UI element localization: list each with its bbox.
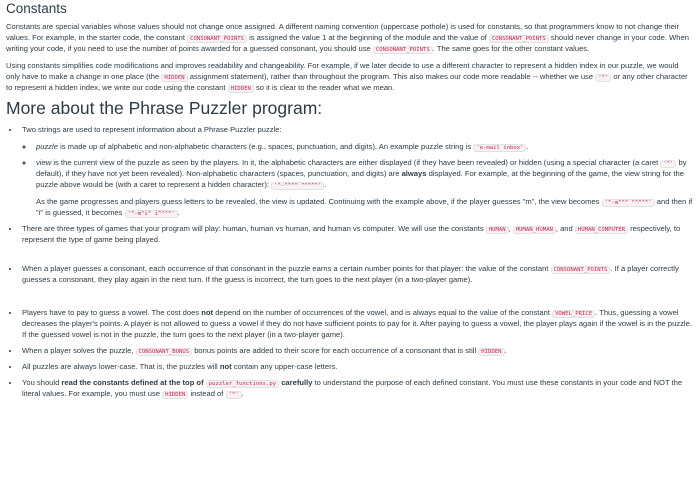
text: All puzzles are always lower-case. That is, the puzzles will	[22, 362, 220, 371]
code-caret: '^'	[226, 391, 242, 399]
constants-paragraph-2	[6, 60, 694, 93]
code-caret: '^'	[660, 160, 676, 168]
code-filename: puzzler_functions.py	[206, 380, 279, 388]
text: When a player solves the puzzle,	[22, 346, 136, 355]
code-vowel-price: VOWEL_PRICE	[552, 310, 595, 318]
code-human: HUMAN	[486, 226, 509, 234]
code-consonant-points: CONSONANT_POINTS	[187, 35, 247, 43]
constants-paragraph-1	[6, 21, 694, 54]
list-item-vowel	[20, 307, 694, 340]
text: ,	[508, 224, 513, 233]
text: , and	[555, 224, 575, 233]
code-view-m: '^-m^^^ ^^^^^'	[602, 199, 655, 207]
text: displayed. For example, at the beginning of the game, the view string for the puzzle above would be (with a caret to represent a hidden character):	[36, 169, 684, 189]
text: .	[324, 180, 327, 189]
text: Using constants simplifies code modifications and improves readability and changeability. For example, if we later decide to use a different character to represent a hidden index in our puzzle, we would only have to make a change in one place (the	[6, 61, 679, 81]
sublist-item-view	[34, 157, 694, 218]
code-hidden: HIDDEN	[162, 391, 188, 399]
text: respectively, to represent the type of game being played.	[22, 224, 681, 244]
text: contain any upper-case letters.	[231, 362, 338, 371]
text: When a player guesses a consonant, each occurrence of that consonant in the puzzle earns a certain number points for that player: the value of the constant	[22, 264, 551, 273]
bold-not: not	[219, 362, 232, 371]
text: bonus points are added to their score for each occurrence of a consonant that is still	[192, 346, 479, 355]
code-consonant-points: CONSONANT_POINTS	[373, 46, 433, 54]
list-item-game-types	[20, 223, 694, 245]
text: .	[526, 142, 529, 151]
list-item-lowercase	[20, 361, 694, 372]
strings-sublist	[22, 141, 694, 218]
text: instead of	[188, 389, 226, 398]
code-hidden: HIDDEN	[478, 348, 504, 356]
code-consonant-bonus: CONSONANT_BONUS	[136, 348, 193, 356]
code-puzzle-example: 'e-mail inbox'	[473, 144, 526, 152]
text: . The same goes for the other constant values.	[432, 44, 590, 53]
text: is made up of alphabetic and non-alphabetic characters (e.g., spaces, punctuation, and digits). An example puzzle string is	[57, 142, 474, 151]
text: .	[504, 346, 507, 355]
rules-list	[6, 124, 694, 399]
view-progress-paragraph	[36, 196, 694, 218]
text: Constants are special variables whose values should not change once assigned. A different naming convention (uppercase pothole) is used for constants, so that programmers know to not change their values. For example, in the starter code, the constant	[6, 22, 680, 42]
more-about-heading: More about the Phrase Puzzler program:	[6, 98, 323, 118]
code-view-i: '^-m^i^ i^^^^'	[125, 210, 178, 218]
text: . If a player correctly guesses a consonant, they play again in the next turn. If the guess is incorrect, the turn goes to the next player (in a two-player game).	[22, 264, 679, 284]
term-puzzle: puzzle	[36, 142, 58, 151]
code-hidden: HIDDEN	[161, 74, 187, 82]
text: or any other character to represent a hidden index, we write our code using the constant	[6, 72, 688, 92]
bold-read-constants: read the constants defined at the top of	[61, 378, 206, 387]
bold-carefully: carefully	[279, 378, 313, 387]
text: You should	[22, 378, 62, 387]
list-item-consonant	[20, 263, 694, 285]
text: Two strings are used to represent information about a Phrase Puzzler puzzle:	[22, 125, 282, 134]
text: to understand the purpose of each defined constant. You must use these constants in your code and NOT the literal values. For example, you must use	[22, 378, 683, 398]
bold-not: not	[201, 308, 214, 317]
code-consonant-points: CONSONANT_POINTS	[551, 266, 611, 274]
list-item-strings	[20, 124, 694, 218]
text: . Thus, guessing a vowel decreases the player's points. A player is not allowed to guess a vowel if they do not have sufficient points to pay for it. After paying to guess a vowel, the player plays again if the vowel is in the puzzle. If the guessed vowel is not in the puzzle, the turn goes to the next player (in a two-player game).	[22, 308, 692, 339]
code-view-initial: '^-^^^^ ^^^^^'	[271, 182, 324, 190]
text: is assigned the value 1 at the beginning of the module and the value of	[246, 33, 489, 42]
text: and then if "i" is guessed, it becomes	[36, 197, 693, 217]
code-human-computer: HUMAN_COMPUTER	[575, 226, 628, 234]
term-view: view	[36, 158, 52, 167]
text: As the game progresses and players guess letters to be revealed, the view is updated. Continuing with the example above, if the player guesses "m", the view becomes	[36, 197, 602, 206]
text: should never change in your code. When writing your code, if you need to use the number of points awarded for a guessed consonant, you should use	[6, 33, 689, 53]
text: .	[241, 389, 244, 398]
text: Players have to pay to guess a vowel. The cost does	[22, 308, 202, 317]
text: There are three types of games that your program will play: human, human vs human, and human vs computer. We will use the constants	[22, 224, 486, 233]
code-caret: '^'	[595, 74, 611, 82]
text: by default), if they have not yet been revealed). Non-alphabetic characters (spaces, punctuation, and digits) are	[36, 158, 687, 178]
code-consonant-points: CONSONANT_POINTS	[489, 35, 549, 43]
sublist-item-puzzle	[34, 141, 694, 152]
code-hidden: HIDDEN	[228, 85, 254, 93]
code-human-human: HUMAN_HUMAN	[513, 226, 556, 234]
text: .	[177, 208, 180, 217]
bold-always: always	[401, 169, 427, 178]
constants-heading: Constants	[6, 1, 67, 16]
text: is the current view of the puzzle as seen by the players. In it, the alphabetic characters are either displayed (if they have been revealed) or hidden (using a special character (a caret	[51, 158, 661, 167]
list-item-solve	[20, 345, 694, 356]
text: assignment statement), rather than throughout the program. This also makes our code more readable -- whether we use	[187, 72, 596, 81]
text: depend on the number of occurrences of the vowel, and is always equal to the value of the constant	[213, 308, 553, 317]
text: so it is clear to the reader what we mean.	[253, 83, 395, 92]
list-item-read-constants	[20, 377, 694, 399]
